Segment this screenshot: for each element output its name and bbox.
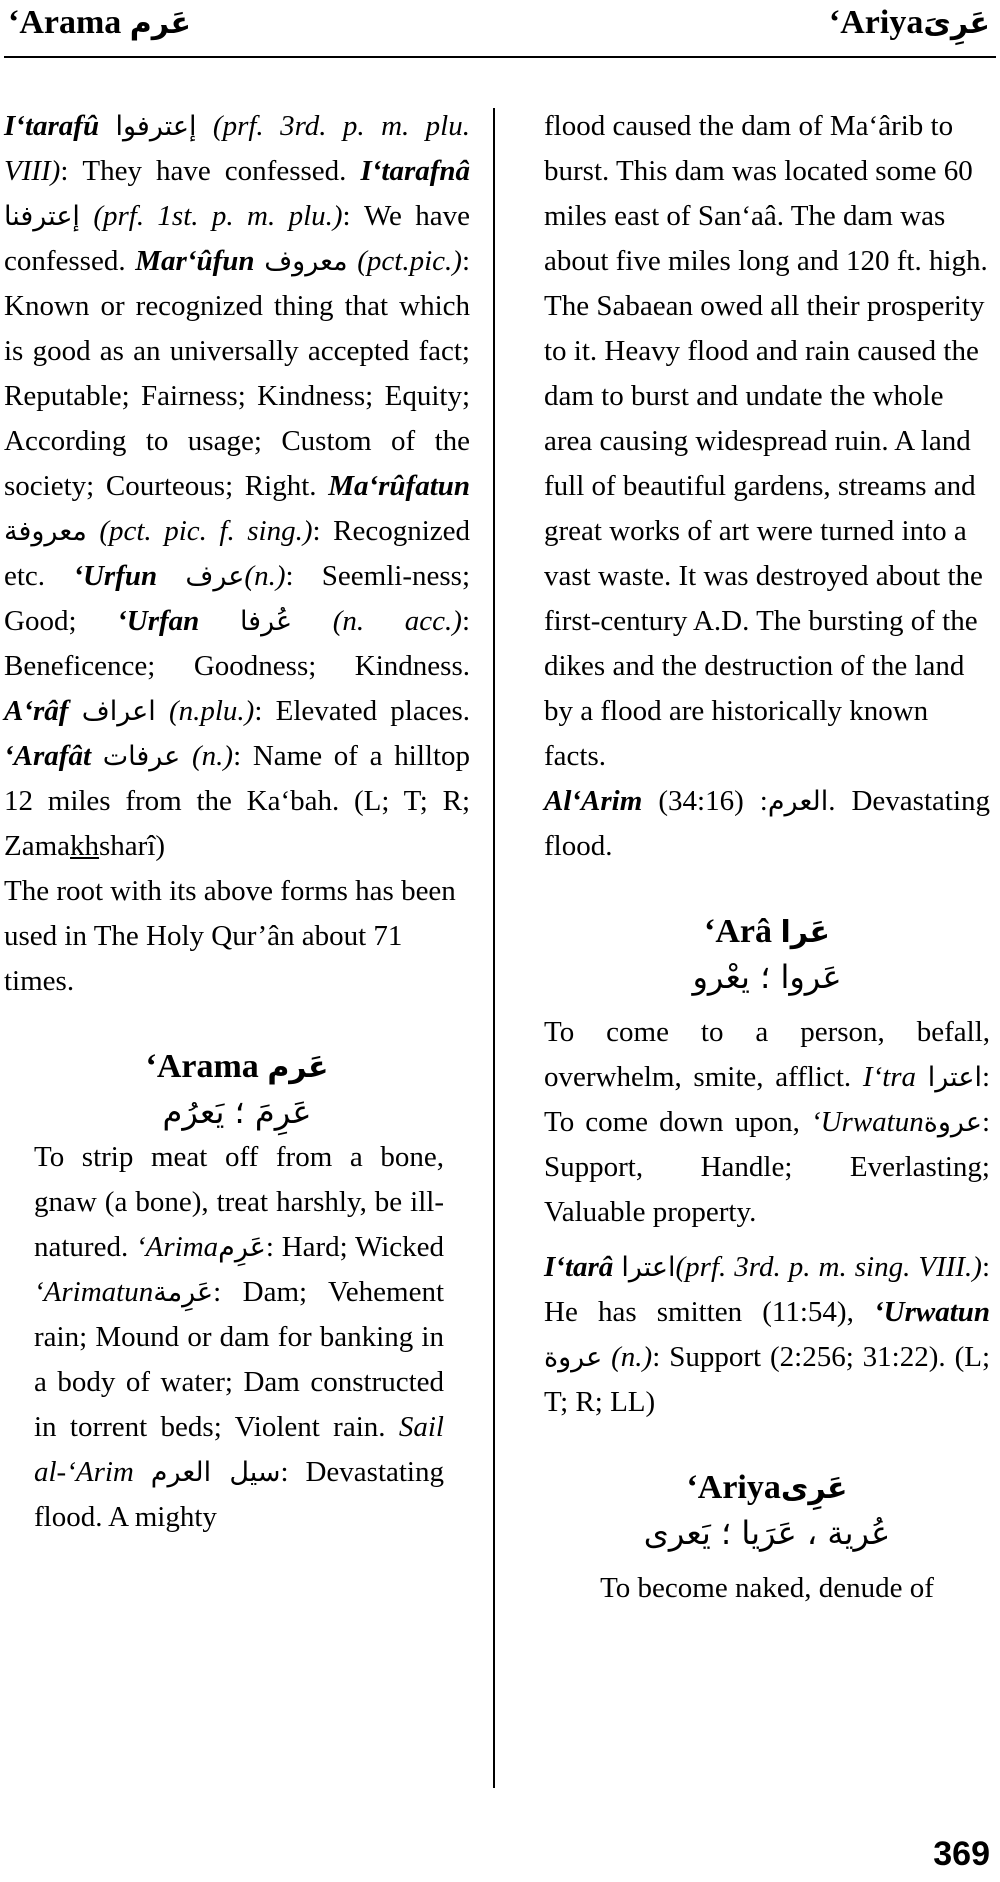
entry-continuation: flood caused the dam of Ma‘ârib to burst. This dam was located some 60 miles east of San‘aâ. The dam was about five miles long and 120 ft. high. The Sabaean owed all their prosperity to it. Heavy flood and rain caused the dam to burst and undate the whole area causing widespread ruin. A land full of beautiful gardens, streams and great works of art were turned into a vast waste. It was destroyed about the first-century A.D. The bursting of the dikes and the destruction of the land by a flood are historically known facts. xyxy=(544,110,988,772)
term: ‘Arima xyxy=(135,1231,219,1263)
definition-text: : Support, Handle; Everlasting; Valuable property. xyxy=(544,1106,990,1228)
term: I‘tra xyxy=(862,1061,917,1093)
definition-text: : He has smitten (11:54), xyxy=(544,1251,991,1328)
definition-text: : Support (2:256; 31:22). (L; T; R; LL) xyxy=(544,1341,990,1418)
term: ‘Urwatun xyxy=(810,1106,924,1138)
arabic-term: عرفات xyxy=(102,741,181,772)
definition-text: sharî) xyxy=(99,830,166,862)
running-header xyxy=(0,0,1000,60)
right-column xyxy=(544,104,990,1611)
headword: ‘Arama xyxy=(145,1048,259,1085)
arabic-term: اعراف xyxy=(81,696,156,727)
column-divider xyxy=(493,108,495,1788)
definition-text: : Name of a hilltop 12 miles from the Ka‘bah. (L; T; R; Zama xyxy=(4,740,471,862)
term: Ma‘rûfatun xyxy=(328,470,471,502)
headword-line xyxy=(544,909,990,955)
header-left-arabic: عَرم xyxy=(129,6,191,41)
header-rule xyxy=(4,56,996,58)
usage-note: The root with its above forms has been used in The Holy Qur’ân about 71 times. xyxy=(4,875,456,997)
term: I‘tarafû xyxy=(4,110,100,142)
headword-line xyxy=(544,1465,990,1511)
arabic-term: معروفة xyxy=(4,516,87,547)
page-number: 369 xyxy=(933,1835,990,1873)
term: Al‘Arim xyxy=(544,785,643,817)
arabic-term: عَرِم xyxy=(218,1232,266,1263)
entry-body-ara xyxy=(544,1010,990,1235)
grammar-note: (prf. 3rd. p. m. sing. VIII.) xyxy=(675,1251,982,1283)
term: ‘Urwatun xyxy=(873,1296,991,1328)
definition-text: To come to a person, befall, overwhelm, smite, afflict. xyxy=(544,1016,990,1093)
entry-heading-ara xyxy=(544,909,990,1000)
entry-usage-ara xyxy=(544,1245,990,1425)
definition-text: : Recognized etc. xyxy=(4,515,470,592)
arabic-term: إعترفنا xyxy=(4,201,80,232)
definition-text: : We have confessed. xyxy=(4,200,471,277)
term: ‘Arafât xyxy=(4,740,91,772)
arabic-term: عَرِمة xyxy=(153,1277,214,1308)
grammar-note: (n.) xyxy=(192,740,234,772)
left-column xyxy=(4,104,470,1540)
definition-text: : Seemli-ness; Good; xyxy=(4,560,471,637)
term: A‘râf xyxy=(4,695,69,727)
arabic-term: عروة xyxy=(544,1342,603,1373)
arabic-term: معروف xyxy=(264,246,348,277)
grammar-note: (n.) xyxy=(611,1341,653,1373)
verb-forms-arabic: عَرِمَ ؛ يَعرُم xyxy=(162,1093,312,1131)
definition-text: To strip meat off from a bone, gnaw (a bone), treat harshly, be ill-natured. xyxy=(34,1141,444,1263)
arabic-term: عُرفا xyxy=(239,606,293,637)
definition-text: : To come down upon, xyxy=(544,1061,991,1138)
definition-text: : They have confessed. xyxy=(60,155,347,187)
entry-body-arama xyxy=(34,1135,444,1540)
headword-arabic: عَرِی xyxy=(780,1471,848,1506)
grammar-note: (prf. 3rd. p. m. plu. VIII) xyxy=(4,110,470,187)
grammar-note: (n.plu.) xyxy=(168,695,255,727)
arabic-term: عرف xyxy=(185,561,245,592)
verb-forms-arabic: عَروا ؛ يعْرو xyxy=(692,958,842,996)
header-left-latin: ‘Arama xyxy=(8,4,122,41)
header-right-latin: ‘Ariya xyxy=(828,4,924,41)
grammar-note: (pct. pic. f. sing.) xyxy=(99,515,313,547)
headword-arabic: عَرم xyxy=(267,1050,329,1085)
entry-heading-ariya xyxy=(544,1465,990,1556)
alarim-entry xyxy=(544,779,990,869)
header-right-arabic: عَرِیَ xyxy=(923,6,990,41)
term: ‘Arimatun xyxy=(34,1276,154,1308)
header-right-headword xyxy=(829,4,990,42)
entry-continuation xyxy=(4,104,470,869)
arabic-term: عروة xyxy=(923,1107,982,1138)
header-left-headword xyxy=(8,4,191,42)
underlined-letters: kh xyxy=(70,830,100,862)
headword-arabic: عَرا xyxy=(780,915,830,950)
term: I‘tarâ xyxy=(544,1251,614,1283)
grammar-note: (n. acc.) xyxy=(332,605,462,637)
grammar-note: (prf. 1st. p. m. plu.) xyxy=(93,200,343,232)
arabic-term: سيل العرم xyxy=(150,1457,281,1488)
arabic-term: اعترا xyxy=(621,1252,676,1283)
definition-text: : Beneficence; Goodness; Kindness. xyxy=(4,605,471,682)
definition-text: : Dam; Vehement rain; Mound or dam for banking in a body of water; Dam constructed in torrent beds; Violent rain. xyxy=(34,1276,444,1443)
entry-heading-arama xyxy=(4,1044,470,1135)
term: Mar‘ûfun xyxy=(135,245,255,277)
arabic-term: اعترا xyxy=(927,1062,982,1093)
definition-text: : Known or recognized thing that which is good as an universally accepted fact; Reputable; Fairness; Kindness; Equity; According to usage; Custom of the society; Courteous; Right. xyxy=(4,245,470,502)
verb-forms-arabic: عُرية ، عَرَيا ؛ يَعرى xyxy=(643,1514,891,1552)
term: I‘tarafnâ xyxy=(360,155,471,187)
grammar-note: (pct.pic.) xyxy=(357,245,462,277)
term: Sail al-‘Arim xyxy=(34,1411,444,1488)
entry-body-ariya: To become naked, denude of xyxy=(600,1572,934,1604)
arabic-term: العرم xyxy=(767,786,829,817)
term: ‘Urfan xyxy=(117,605,200,637)
headword: ‘Ariya xyxy=(686,1469,781,1506)
arabic-term: إعترفوا xyxy=(115,111,197,142)
headword: ‘Arâ xyxy=(704,913,772,950)
headword-line xyxy=(4,1044,470,1090)
definition-text: : (34:16). Devastating flood. xyxy=(544,785,990,862)
term: ‘Urfun xyxy=(73,560,158,592)
definition-text: : Hard; Wicked xyxy=(265,1231,444,1263)
definition-text: : Elevated places. xyxy=(254,695,471,727)
grammar-note: (n.) xyxy=(244,560,286,592)
definition-text: : Devastating flood. A mighty xyxy=(34,1456,444,1533)
